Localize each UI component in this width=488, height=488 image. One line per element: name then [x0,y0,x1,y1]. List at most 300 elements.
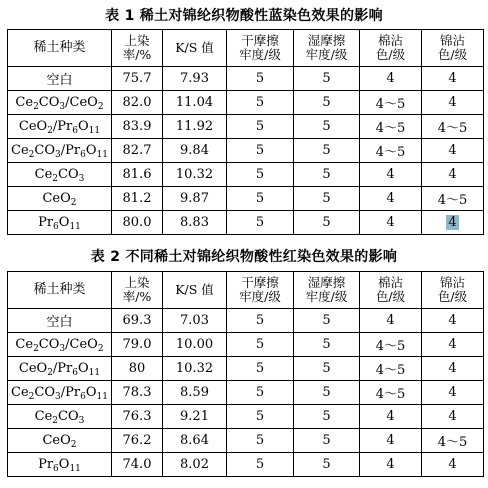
cell-nylon-staining [422,139,484,163]
cell-value: 5 [322,433,331,448]
cell-dry-rubbing [227,453,294,477]
header-text: 湿摩擦 [307,33,346,48]
cell-value: 5 [255,361,265,376]
cell-ks-value [163,309,227,333]
sample-text: /Pr [52,361,73,376]
subscript: 2 [97,344,104,354]
subscript: 6 [80,392,86,402]
cell-value: 4 [448,167,457,182]
cell-dry-rubbing [227,187,294,211]
cell-sample [8,381,112,405]
header-text: 牢度/级 [239,289,281,304]
table-2-caption: 表 2 不同稀土对锦纶织物酸性红染色效果的影响 [90,249,398,265]
table-row [8,405,484,429]
table-row [8,381,484,405]
cell-value: 79.0 [122,337,152,352]
header-uptake [112,30,163,67]
header-nylon-staining [422,30,484,67]
subscript: 2 [52,174,59,184]
subscript: 6 [72,126,78,136]
sample-text: CeO [18,361,48,376]
cell-dry-rubbing [227,429,294,453]
cell-value: 11.92 [175,119,214,134]
cell-value: 4 [386,433,395,448]
cell-value: 4 [448,457,457,472]
header-cotton-staining [360,272,422,309]
cell-value: 4 [448,361,457,376]
cell-ks-value [163,67,227,91]
cell-value: 7.03 [180,313,209,328]
cell-value: 4～5 [375,97,406,112]
sample-text: O [85,143,97,158]
cell-value: 74.0 [122,457,152,472]
cell-value: 8.83 [180,215,209,230]
cell-value: 4 [386,71,395,86]
cell-ks-value [163,211,227,235]
sample-text: Ce [15,337,34,352]
cell-value: 8.02 [180,457,209,472]
table-row [8,453,484,477]
cell-uptake [112,67,163,91]
header-text: 上染 [124,33,150,48]
table-row [8,67,484,91]
sample-text: CeO [42,433,71,448]
cell-value: 83.9 [122,119,152,134]
cell-uptake [112,211,163,235]
cell-value: 4～5 [375,387,406,402]
cell-value: 5 [255,385,265,400]
cell-sample [8,67,112,91]
cell-cotton-staining [360,91,422,115]
cell-value: 10.00 [175,337,214,352]
cell-value: 4 [448,313,457,328]
subscript: 6 [53,222,59,232]
cell-value: 4～5 [437,121,468,136]
cell-sample [8,163,112,187]
cell-uptake [112,453,163,477]
header-text: 上染 [124,275,150,290]
header-text: 牢度/级 [305,289,348,304]
cell-cotton-staining [360,211,422,235]
header-text: 牢度/级 [239,47,281,62]
sample-text: CO [34,143,56,158]
sample-text: Ce [11,385,29,400]
cell-value: 4 [448,337,457,352]
cell-dry-rubbing [227,405,294,429]
cell-ks-value [163,187,227,211]
subscript: 2 [28,150,35,160]
cell-value: 4 [448,409,457,424]
cell-value: 4 [386,215,395,230]
header-text: 锦沾 [439,275,465,290]
cell-cotton-staining [360,115,422,139]
sample-text: CO [58,409,79,424]
sample-text: CeO [42,191,71,206]
cell-nylon-staining [422,453,484,477]
sample-text: /CeO [65,337,98,352]
cell-sample [8,333,112,357]
cell-uptake [112,115,163,139]
header-text: 锦沾 [439,33,465,48]
cell-uptake [112,357,163,381]
cell-value: 5 [322,337,331,352]
table-row [8,429,484,453]
subscript: 2 [28,392,35,402]
sample-text: 空白 [46,315,73,330]
cell-value: 8.64 [180,433,209,448]
sample-text: O [58,215,70,230]
header-wet-rubbing [294,30,360,67]
cell-nylon-staining [422,91,484,115]
sample-text: 空白 [46,73,73,88]
cell-value: 5 [322,385,331,400]
sample-text: /Pr [60,143,81,158]
cell-value: 5 [255,215,265,230]
table-row [8,187,484,211]
cell-wet-rubbing [294,429,360,453]
cell-cotton-staining [360,357,422,381]
cell-value: 5 [322,215,331,230]
cell-uptake [112,429,163,453]
cell-cotton-staining [360,187,422,211]
cell-value: 4 [386,457,395,472]
header-text: 色/级 [375,47,406,62]
header-wet-rubbing [294,272,360,309]
subscript: 3 [55,150,61,160]
cell-value: 5 [255,337,265,352]
cell-dry-rubbing [227,163,294,187]
table-row [8,163,484,187]
cell-value: 4 [448,385,457,400]
subscript: 11 [96,392,108,402]
cell-value: 4～5 [375,145,406,160]
cell-value: 5 [322,191,331,206]
cell-value: 4 [386,167,395,182]
cell-value: 4 [386,409,395,424]
cell-value: 69.3 [122,313,152,328]
cell-value: 4 [448,215,457,230]
cell-value: 5 [322,361,331,376]
header-text: 色/级 [437,47,468,62]
cell-nylon-staining [422,187,484,211]
cell-value: 5 [322,119,331,134]
cell-value: 4～5 [375,339,406,354]
cell-value: 5 [322,71,331,86]
subscript: 2 [47,368,53,378]
cell-value: 4～5 [437,435,468,450]
sample-text: CeO [18,119,48,134]
cell-value: 4 [448,95,457,110]
header-text: 稀土种类 [33,282,86,297]
sample-text: CO [38,337,60,352]
cell-cotton-staining [360,67,422,91]
cell-cotton-staining [360,381,422,405]
cell-value: 82.0 [122,95,152,110]
subscript: 2 [70,440,77,450]
header-cotton-staining [360,30,422,67]
cell-uptake [112,139,163,163]
cell-cotton-staining [360,139,422,163]
cell-value: 5 [255,119,265,134]
cell-value: 4 [448,143,457,158]
subscript: 2 [33,344,39,354]
cell-wet-rubbing [294,211,360,235]
cell-cotton-staining [360,309,422,333]
cell-value: 10.32 [175,167,214,182]
subscript: 6 [53,464,59,474]
table-row [8,115,484,139]
cell-uptake [112,405,163,429]
cell-value: 9.84 [180,143,209,158]
cell-nylon-staining [422,405,484,429]
subscript: 11 [88,368,101,378]
header-text: 牢度/级 [305,47,348,62]
header-text: 色/级 [437,289,468,304]
sample-text: O [85,385,97,400]
cell-cotton-staining [360,405,422,429]
sample-text: /Pr [60,385,81,400]
cell-wet-rubbing [294,333,360,357]
header-text: 色/级 [375,289,406,304]
cell-sample [8,187,112,211]
subscript: 6 [72,368,78,378]
cell-value: 10.32 [175,361,214,376]
cell-uptake [112,381,163,405]
sample-text: Ce [15,95,34,110]
cell-wet-rubbing [294,67,360,91]
sample-text: Ce [11,143,29,158]
cell-wet-rubbing [294,115,360,139]
cell-nylon-staining [422,115,484,139]
sample-text: CO [34,385,56,400]
cell-uptake [112,187,163,211]
table-header-row [8,30,484,67]
cell-ks-value [163,333,227,357]
cell-nylon-staining [422,163,484,187]
cell-ks-value [163,453,227,477]
cell-wet-rubbing [294,187,360,211]
sample-text: O [58,457,70,472]
cell-wet-rubbing [294,163,360,187]
cell-cotton-staining [360,163,422,187]
header-nylon-staining [422,272,484,309]
cell-dry-rubbing [227,381,294,405]
cell-value: 80 [128,361,146,376]
header-dry-rubbing [227,272,294,309]
cell-ks-value [163,357,227,381]
cell-value: 5 [255,313,265,328]
cell-value: 5 [255,409,265,424]
header-text: 湿摩擦 [307,275,346,290]
cell-nylon-staining [422,381,484,405]
cell-dry-rubbing [227,67,294,91]
subscript: 3 [78,416,85,426]
cell-value: 80.0 [122,215,152,230]
cell-value: 4 [386,191,395,206]
header-text: 稀土种类 [33,40,86,55]
table-1 [7,29,484,235]
header-ks [163,272,227,309]
cell-wet-rubbing [294,381,360,405]
cell-value: 5 [322,167,331,182]
cell-value: 4～5 [375,363,406,378]
subscript: 2 [70,198,77,208]
cell-value: 5 [255,167,265,182]
cell-dry-rubbing [227,333,294,357]
cell-value: 5 [255,71,265,86]
cell-value: 5 [255,143,265,158]
cell-value: 81.6 [122,167,152,182]
cell-uptake [112,309,163,333]
table-row [8,357,484,381]
cell-value: 81.2 [122,191,152,206]
header-text: 棉沾 [377,275,403,290]
cell-value: 82.7 [122,143,152,158]
subscript: 6 [80,150,86,160]
subscript: 3 [59,344,66,354]
cell-wet-rubbing [294,357,360,381]
cell-nylon-staining [422,357,484,381]
cell-dry-rubbing [227,91,294,115]
cell-value: 76.3 [122,409,152,424]
cell-dry-rubbing [227,309,294,333]
cell-sample [8,115,112,139]
cell-value: 5 [255,433,265,448]
cell-sample [8,309,112,333]
cell-uptake [112,333,163,357]
subscript: 11 [88,126,101,136]
cell-value: 4 [386,313,395,328]
subscript: 3 [55,392,61,402]
cell-value: 9.21 [180,409,209,424]
sample-text: O [78,119,89,134]
cell-value: 75.7 [122,71,152,86]
subscript: 11 [96,150,108,160]
header-text: 干摩擦 [241,275,279,290]
cell-value: 5 [255,191,265,206]
header-text: K/S 值 [175,282,214,297]
cell-ks-value [163,91,227,115]
sample-text: /Pr [52,119,73,134]
cell-dry-rubbing [227,211,294,235]
cell-wet-rubbing [294,139,360,163]
cell-uptake [112,163,163,187]
cell-uptake [112,91,163,115]
cell-sample [8,429,112,453]
cell-wet-rubbing [294,309,360,333]
cell-ks-value [163,163,227,187]
cell-sample [8,453,112,477]
cell-dry-rubbing [227,115,294,139]
cell-dry-rubbing [227,139,294,163]
header-text: 棉沾 [377,33,403,48]
cell-ks-value [163,429,227,453]
cell-wet-rubbing [294,91,360,115]
cell-dry-rubbing [227,357,294,381]
cell-value: 7.93 [180,71,209,86]
cell-cotton-staining [360,453,422,477]
table-row [8,309,484,333]
sample-text: Pr [38,457,54,472]
subscript: 2 [47,126,53,136]
table-row [8,91,484,115]
table-2 [7,271,484,477]
cell-value: 4～5 [375,121,406,136]
subscript: 11 [69,222,81,232]
cell-nylon-staining [422,333,484,357]
header-text: K/S 值 [175,40,214,55]
header-text: 率/% [122,289,152,304]
sample-text: Pr [38,215,54,230]
cell-ks-value [163,139,227,163]
cell-value: 4～5 [437,193,468,208]
header-sample [8,272,112,309]
cell-nylon-staining [422,429,484,453]
cell-value: 5 [322,313,331,328]
sample-text: O [78,361,89,376]
cell-value: 5 [255,95,265,110]
cell-value: 4 [448,71,457,86]
cell-value: 78.3 [122,385,152,400]
cell-nylon-staining [422,67,484,91]
cell-sample [8,357,112,381]
table-1-caption: 表 1 稀土对锦纶织物酸性蓝染色效果的影响 [105,8,383,24]
subscript: 2 [97,102,104,112]
subscript: 2 [52,416,59,426]
header-uptake [112,272,163,309]
table-row [8,139,484,163]
cell-value: 8.59 [180,385,209,400]
table-row [8,333,484,357]
cell-sample [8,91,112,115]
cell-nylon-staining [422,309,484,333]
subscript: 3 [59,102,66,112]
table-row [8,211,484,235]
cell-wet-rubbing [294,405,360,429]
subscript: 11 [69,464,81,474]
header-text: 率/% [122,47,152,62]
header-dry-rubbing [227,30,294,67]
table-header-row [8,272,484,309]
cell-value: 5 [255,457,265,472]
cell-value: 5 [322,95,331,110]
cell-ks-value [163,405,227,429]
sample-text: /CeO [65,95,98,110]
cell-value: 9.87 [180,191,209,206]
sample-text: Ce [34,409,53,424]
header-ks [163,30,227,67]
cell-sample [8,405,112,429]
header-text: 干摩擦 [241,33,279,48]
cell-value: 5 [322,143,331,158]
cell-ks-value [163,115,227,139]
sample-text: Ce [34,167,53,182]
subscript: 2 [33,102,39,112]
cell-value: 5 [322,457,331,472]
cell-cotton-staining [360,429,422,453]
cell-sample [8,211,112,235]
sample-text: CO [58,167,79,182]
subscript: 3 [78,174,85,184]
cell-ks-value [163,381,227,405]
cell-nylon-staining [422,211,484,235]
cell-value: 11.04 [175,95,214,110]
cell-value: 5 [322,409,331,424]
cell-value: 76.2 [122,433,152,448]
cell-sample [8,139,112,163]
header-sample [8,30,112,67]
sample-text: CO [38,95,60,110]
